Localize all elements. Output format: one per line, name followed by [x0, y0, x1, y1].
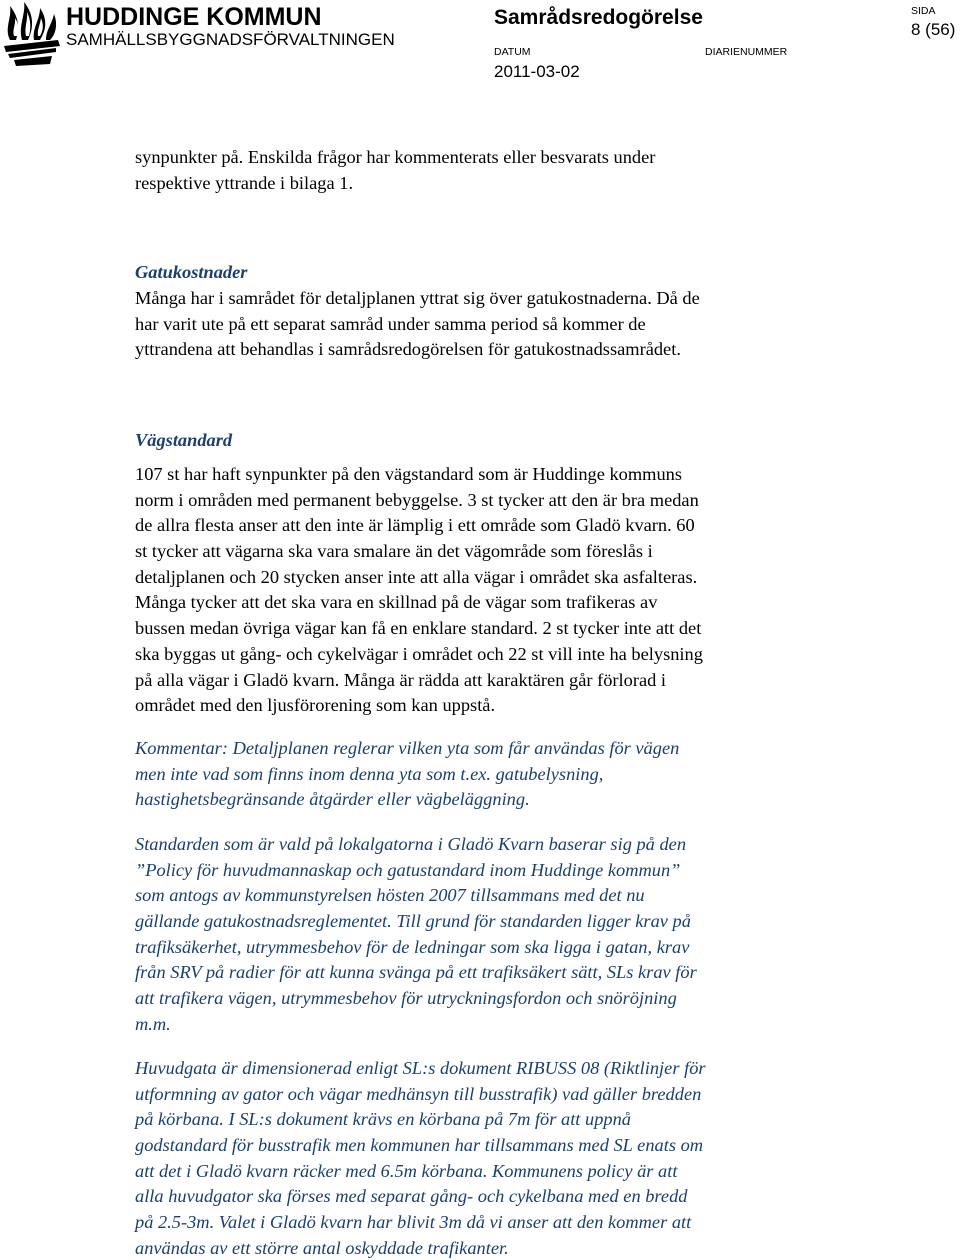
gatukostnader-paragraph [135, 286, 835, 363]
huddinge-logo-icon [0, 0, 62, 66]
heading-vagstandard: Vägstandard [135, 430, 233, 450]
text-line: som antogs av kommunstyrelsen hösten 2007 tillsammans med det nu [135, 885, 645, 906]
text-line: på alla vägar i Gladö kvarn. Många är rädda att karaktären går förlorad i [135, 669, 667, 690]
text-line: detaljplanen och 20 stycken anser inte att alla vägar i området ska asfalteras. [135, 566, 698, 587]
text-line: norm i områden med permanent bebyggelse. 3 st tycker att den är bra medan [135, 489, 699, 510]
text-line: godstandard för busstrafik men kommunen har tillsammans med SL enats om [135, 1135, 704, 1156]
text-line: Kommentar: Detaljplanen reglerar vilken yta som får användas för vägen [135, 738, 680, 758]
diary-number-label: DIARIENUMMER [705, 46, 788, 58]
text-line: utformning av gator och vägar medhänsyn till busstrafik) vad gäller bredden [135, 1083, 702, 1104]
intro-paragraph [135, 145, 835, 196]
text-line: hastighetsbegränsande åtgärder eller vägbeläggning. [135, 789, 530, 810]
text-line: gällande gatukostnadsreglementet. Till grund för standarden ligger krav på [135, 911, 691, 932]
text-line: st tycker att vägarna ska vara smalare än det vägområde som föreslås i [135, 541, 653, 562]
text-line: att det i Gladö kvarn räcker med 6.5m körbana. Kommunens policy är att [135, 1160, 678, 1181]
text-line: bussen medan övriga vägar kan få en enklare standard. 2 st tycker inte att det [135, 618, 702, 639]
heading-gatukostnader: Gatukostnader [135, 262, 248, 282]
kommentar-paragraph [135, 736, 835, 813]
text-line: på körbana. I SL:s dokument krävs en körbana på 7m för att uppnå [135, 1109, 631, 1130]
text-line: ”Policy för huvudmannaskap och gatustandard inom Huddinge kommun” [135, 859, 681, 880]
page-label: SIDA [911, 5, 936, 17]
text-line: att trafikera vägen, utrymmesbehov för utryckningsfordon och snöröjning [135, 988, 677, 1009]
page-number: 8 (56) [911, 20, 956, 39]
department-name: SAMHÄLLSBYGGNADSFÖRVALTNINGEN [66, 30, 395, 49]
vagstandard-paragraph [135, 462, 835, 719]
text-line: m.m. [135, 1013, 171, 1034]
document-type: Samrådsredogörelse [494, 6, 703, 29]
text-line: från SRV på radier för att kunna svänga på ett trafiksäkert sätt, SLs krav för [135, 962, 697, 983]
standarden-paragraph [135, 832, 835, 1038]
org-name: HUDDINGE KOMMUN [66, 3, 322, 31]
text-line: har varit ute på ett separat samråd under samma period så kommer de [135, 313, 646, 334]
text-line: ska byggas ut gång- och cykelvägar i området och 22 st vill inte ha belysning [135, 643, 703, 664]
text-line: området med den ljusförorening som kan uppstå. [135, 695, 496, 716]
date-label: DATUM [494, 46, 531, 58]
text-line: på 2.5-3m. Valet i Gladö kvarn har blivit 3m då vi anser att den kommer att [135, 1212, 692, 1233]
text-line: Huvudgata är dimensionerad enligt SL:s dokument RIBUSS 08 (Riktlinjer för [135, 1058, 706, 1078]
text-line: synpunkter på. Enskilda frågor har kommenterats eller besvarats under [135, 147, 656, 167]
text-line: Standarden som är vald på lokalgatorna i Gladö Kvarn baserar sig på den [135, 834, 687, 854]
text-line: respektive yttrande i bilaga 1. [135, 172, 354, 193]
text-line: Många tycker att det ska vara en skillnad på de vägar som trafikeras av [135, 592, 658, 613]
text-line: Många har i samrådet för detaljplanen yttrat sig över gatukostnaderna. Då de [135, 288, 700, 308]
huvudgata-paragraph [135, 1056, 835, 1260]
text-line: yttrandena att behandlas i samrådsredogörelsen för gatukostnadssamrådet. [135, 339, 681, 360]
text-line: men inte vad som finns inom denna yta som t.ex. gatubelysning, [135, 763, 604, 784]
document-date: 2011-03-02 [494, 62, 580, 81]
text-line: alla huvudgator ska förses med separat gång- och cykelbana med en bredd [135, 1186, 688, 1207]
text-line: trafiksäkerhet, utrymmesbehov för de ledningar som ska ligga i gatan, krav [135, 936, 690, 957]
text-line: användas av ett större antal oskyddade trafikanter. [135, 1237, 509, 1258]
text-line: 107 st har haft synpunkter på den vägstandard som är Huddinge kommuns [135, 464, 683, 484]
text-line: de allra flesta anser att den inte är lämplig i ett område som Gladö kvarn. 60 [135, 515, 695, 536]
